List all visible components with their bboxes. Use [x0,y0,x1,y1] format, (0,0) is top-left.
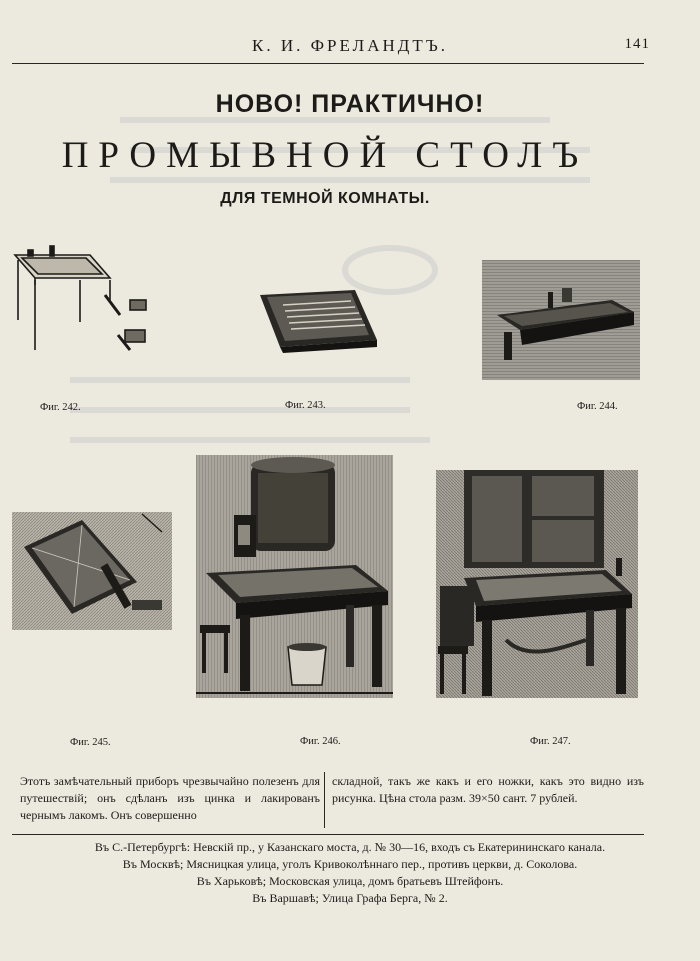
address-moscow: Въ Москвѣ; Мясницкая улица, уголъ Кривоколѣннаго пер., противъ церкви, д. Соколова. [122,857,578,871]
table-on-wall-drawing [482,260,640,380]
header-rule [12,63,644,64]
folding-table-drawing [10,240,155,365]
figure-243-caption: Фиг. 243. [285,400,326,411]
figure-247-illustration [436,470,638,698]
page-number: 141 [624,36,650,52]
address-kharkov: Въ Харьковѣ; Московская улица, домъ братьевъ Штейфонъ. [196,874,504,888]
subheading: ДЛЯ ТЕМНОЙ КОМНАТЫ. [220,190,430,207]
washing-table-tank-drawing [196,455,393,698]
headline: НОВО! ПРАКТИЧНО! [215,90,485,118]
figure-244-illustration [482,260,640,380]
tray-drawing [255,285,380,355]
product-title: ПРОМЫВНОЙ СТОЛЪ [61,135,589,176]
address-warsaw: Въ Варшавѣ; Улица Графа Берга, № 2. [252,891,448,905]
figure-242-illustration [10,240,155,365]
figure-245-caption: Фиг. 245. [70,737,111,748]
column-divider [324,772,325,828]
tilting-tray-drawing [12,512,172,630]
running-header: К. И. ФРЕЛАНДТЪ. [252,36,448,55]
description-right-column: складной, такъ же какъ и его ножки, какъ это видно изъ рисунка. Цѣна стола разм. 39×50 сант. 7 рублей. [332,774,644,805]
washing-table-window-drawing [436,470,638,698]
figure-246-caption: Фиг. 246. [300,736,341,747]
figure-243-illustration [255,285,380,355]
address-spb: Въ С.-Петербургѣ: Невскій пр., у Казанскаго моста, д. № 30—16, входъ съ Екатерининскаго канала. [94,840,606,854]
figure-245-illustration [12,512,172,630]
figure-242-caption: Фиг. 242. [40,402,81,413]
figure-246-illustration [196,455,393,698]
figure-244-caption: Фиг. 244. [577,401,618,412]
footer-rule [12,834,644,835]
description-left-column: Этотъ замѣчательный приборъ чрезвычайно полезенъ для путешествій; онъ сдѣланъ изъ цинка и лакированъ чернымъ лакомъ. Онъ совершенно [20,774,320,822]
figure-247-caption: Фиг. 247. [530,736,571,747]
